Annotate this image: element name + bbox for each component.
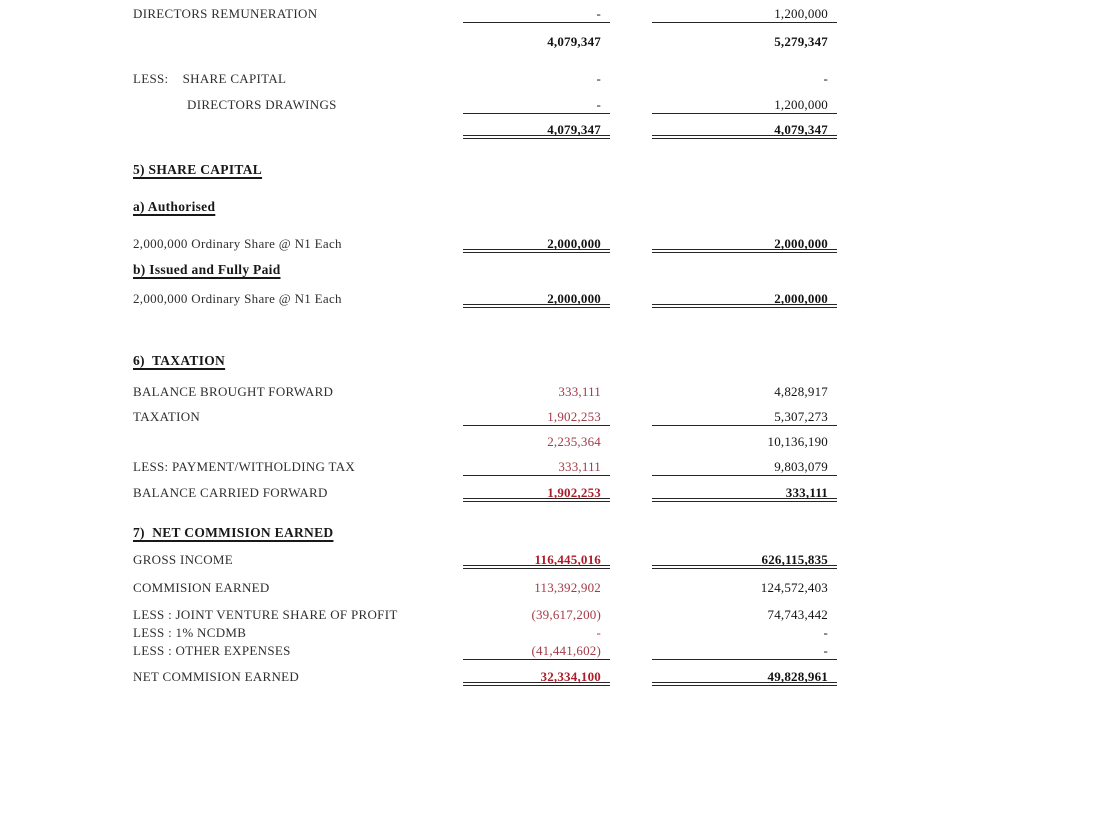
section-heading: 6) TAXATION [133, 353, 226, 368]
section-heading: 5) SHARE CAPITAL [133, 162, 263, 177]
statement-row [0, 97, 1100, 117]
statement-row [0, 6, 1100, 26]
statement-row [0, 409, 1100, 429]
statement-row [0, 485, 1100, 505]
statement-row [0, 625, 1100, 645]
row-label: COMMISION EARNED [133, 580, 270, 595]
statement-row [0, 291, 1100, 311]
amount-col2: - [823, 71, 828, 86]
row-label: LESS : 1% NCDMB [133, 625, 247, 640]
amount-col2: 49,828,961 [652, 669, 837, 686]
amount-col1: 113,392,902 [534, 580, 601, 595]
section-heading-row [0, 199, 1100, 219]
row-label: DIRECTORS DRAWINGS [187, 97, 337, 112]
amount-col2: 5,279,347 [774, 34, 828, 49]
amount-col2: 626,115,835 [652, 552, 837, 569]
row-label: GROSS INCOME [133, 552, 234, 567]
amount-col1: (39,617,200) [531, 607, 601, 622]
amount-col2: 4,828,917 [774, 384, 828, 399]
section-heading: a) Authorised [133, 199, 216, 214]
amount-col1: 4,079,347 [547, 34, 601, 49]
statement-row [0, 384, 1100, 404]
amount-col1: - [463, 6, 610, 23]
amount-col1: - [596, 625, 601, 640]
row-label: LESS : OTHER EXPENSES [133, 643, 291, 658]
amount-col2: 1,200,000 [652, 97, 837, 114]
statement-row [0, 71, 1100, 91]
section-heading-row [0, 262, 1100, 282]
amount-col2: 2,000,000 [652, 291, 837, 308]
amount-col2: 9,803,079 [652, 459, 837, 476]
row-label: TAXATION [133, 409, 201, 424]
amount-col2: 1,200,000 [652, 6, 837, 23]
amount-col1: (41,441,602) [463, 643, 610, 660]
section-heading-row [0, 162, 1100, 182]
statement-row [0, 236, 1100, 256]
row-label: 2,000,000 Ordinary Share @ N1 Each [133, 236, 342, 251]
amount-col1: 1,902,253 [463, 485, 610, 502]
row-label: BALANCE CARRIED FORWARD [133, 485, 328, 500]
amount-col2: 2,000,000 [652, 236, 837, 253]
amount-col2: 124,572,403 [760, 580, 828, 595]
row-label: LESS: SHARE CAPITAL [133, 71, 287, 86]
statement-row [0, 643, 1100, 663]
amount-col1: 2,000,000 [463, 291, 610, 308]
row-label: NET COMMISION EARNED [133, 669, 300, 684]
amount-col1: - [463, 97, 610, 114]
amount-col2: 10,136,190 [767, 434, 828, 449]
row-label: LESS: PAYMENT/WITHOLDING TAX [133, 459, 356, 474]
row-label: DIRECTORS REMUNERATION [133, 6, 318, 21]
statement-row [0, 434, 1100, 454]
statement-row [0, 552, 1100, 572]
section-heading-row [0, 525, 1100, 545]
row-label: BALANCE BROUGHT FORWARD [133, 384, 334, 399]
amount-col1: 333,111 [558, 384, 601, 399]
row-label: 2,000,000 Ordinary Share @ N1 Each [133, 291, 342, 306]
statement-row [0, 122, 1100, 142]
section-heading: 7) NET COMMISION EARNED [133, 525, 334, 540]
amount-col2: 333,111 [652, 485, 837, 502]
amount-col1: - [596, 71, 601, 86]
section-heading: b) Issued and Fully Paid [133, 262, 281, 277]
amount-col1: 1,902,253 [463, 409, 610, 426]
amount-col2: - [652, 643, 837, 660]
amount-col1: 2,000,000 [463, 236, 610, 253]
amount-col2: 4,079,347 [652, 122, 837, 139]
amount-col1: 333,111 [463, 459, 610, 476]
amount-col1: 4,079,347 [463, 122, 610, 139]
statement-row [0, 34, 1100, 54]
amount-col2: 5,307,273 [652, 409, 837, 426]
amount-col2: 74,743,442 [767, 607, 828, 622]
amount-col2: - [823, 625, 828, 640]
statement-row [0, 459, 1100, 479]
amount-col1: 116,445,016 [463, 552, 610, 569]
statement-row [0, 580, 1100, 600]
statement-row [0, 607, 1100, 627]
amount-col1: 32,334,100 [463, 669, 610, 686]
amount-col1: 2,235,364 [547, 434, 601, 449]
row-label: LESS : JOINT VENTURE SHARE OF PROFIT [133, 607, 398, 622]
section-heading-row [0, 353, 1100, 373]
statement-row [0, 669, 1100, 689]
